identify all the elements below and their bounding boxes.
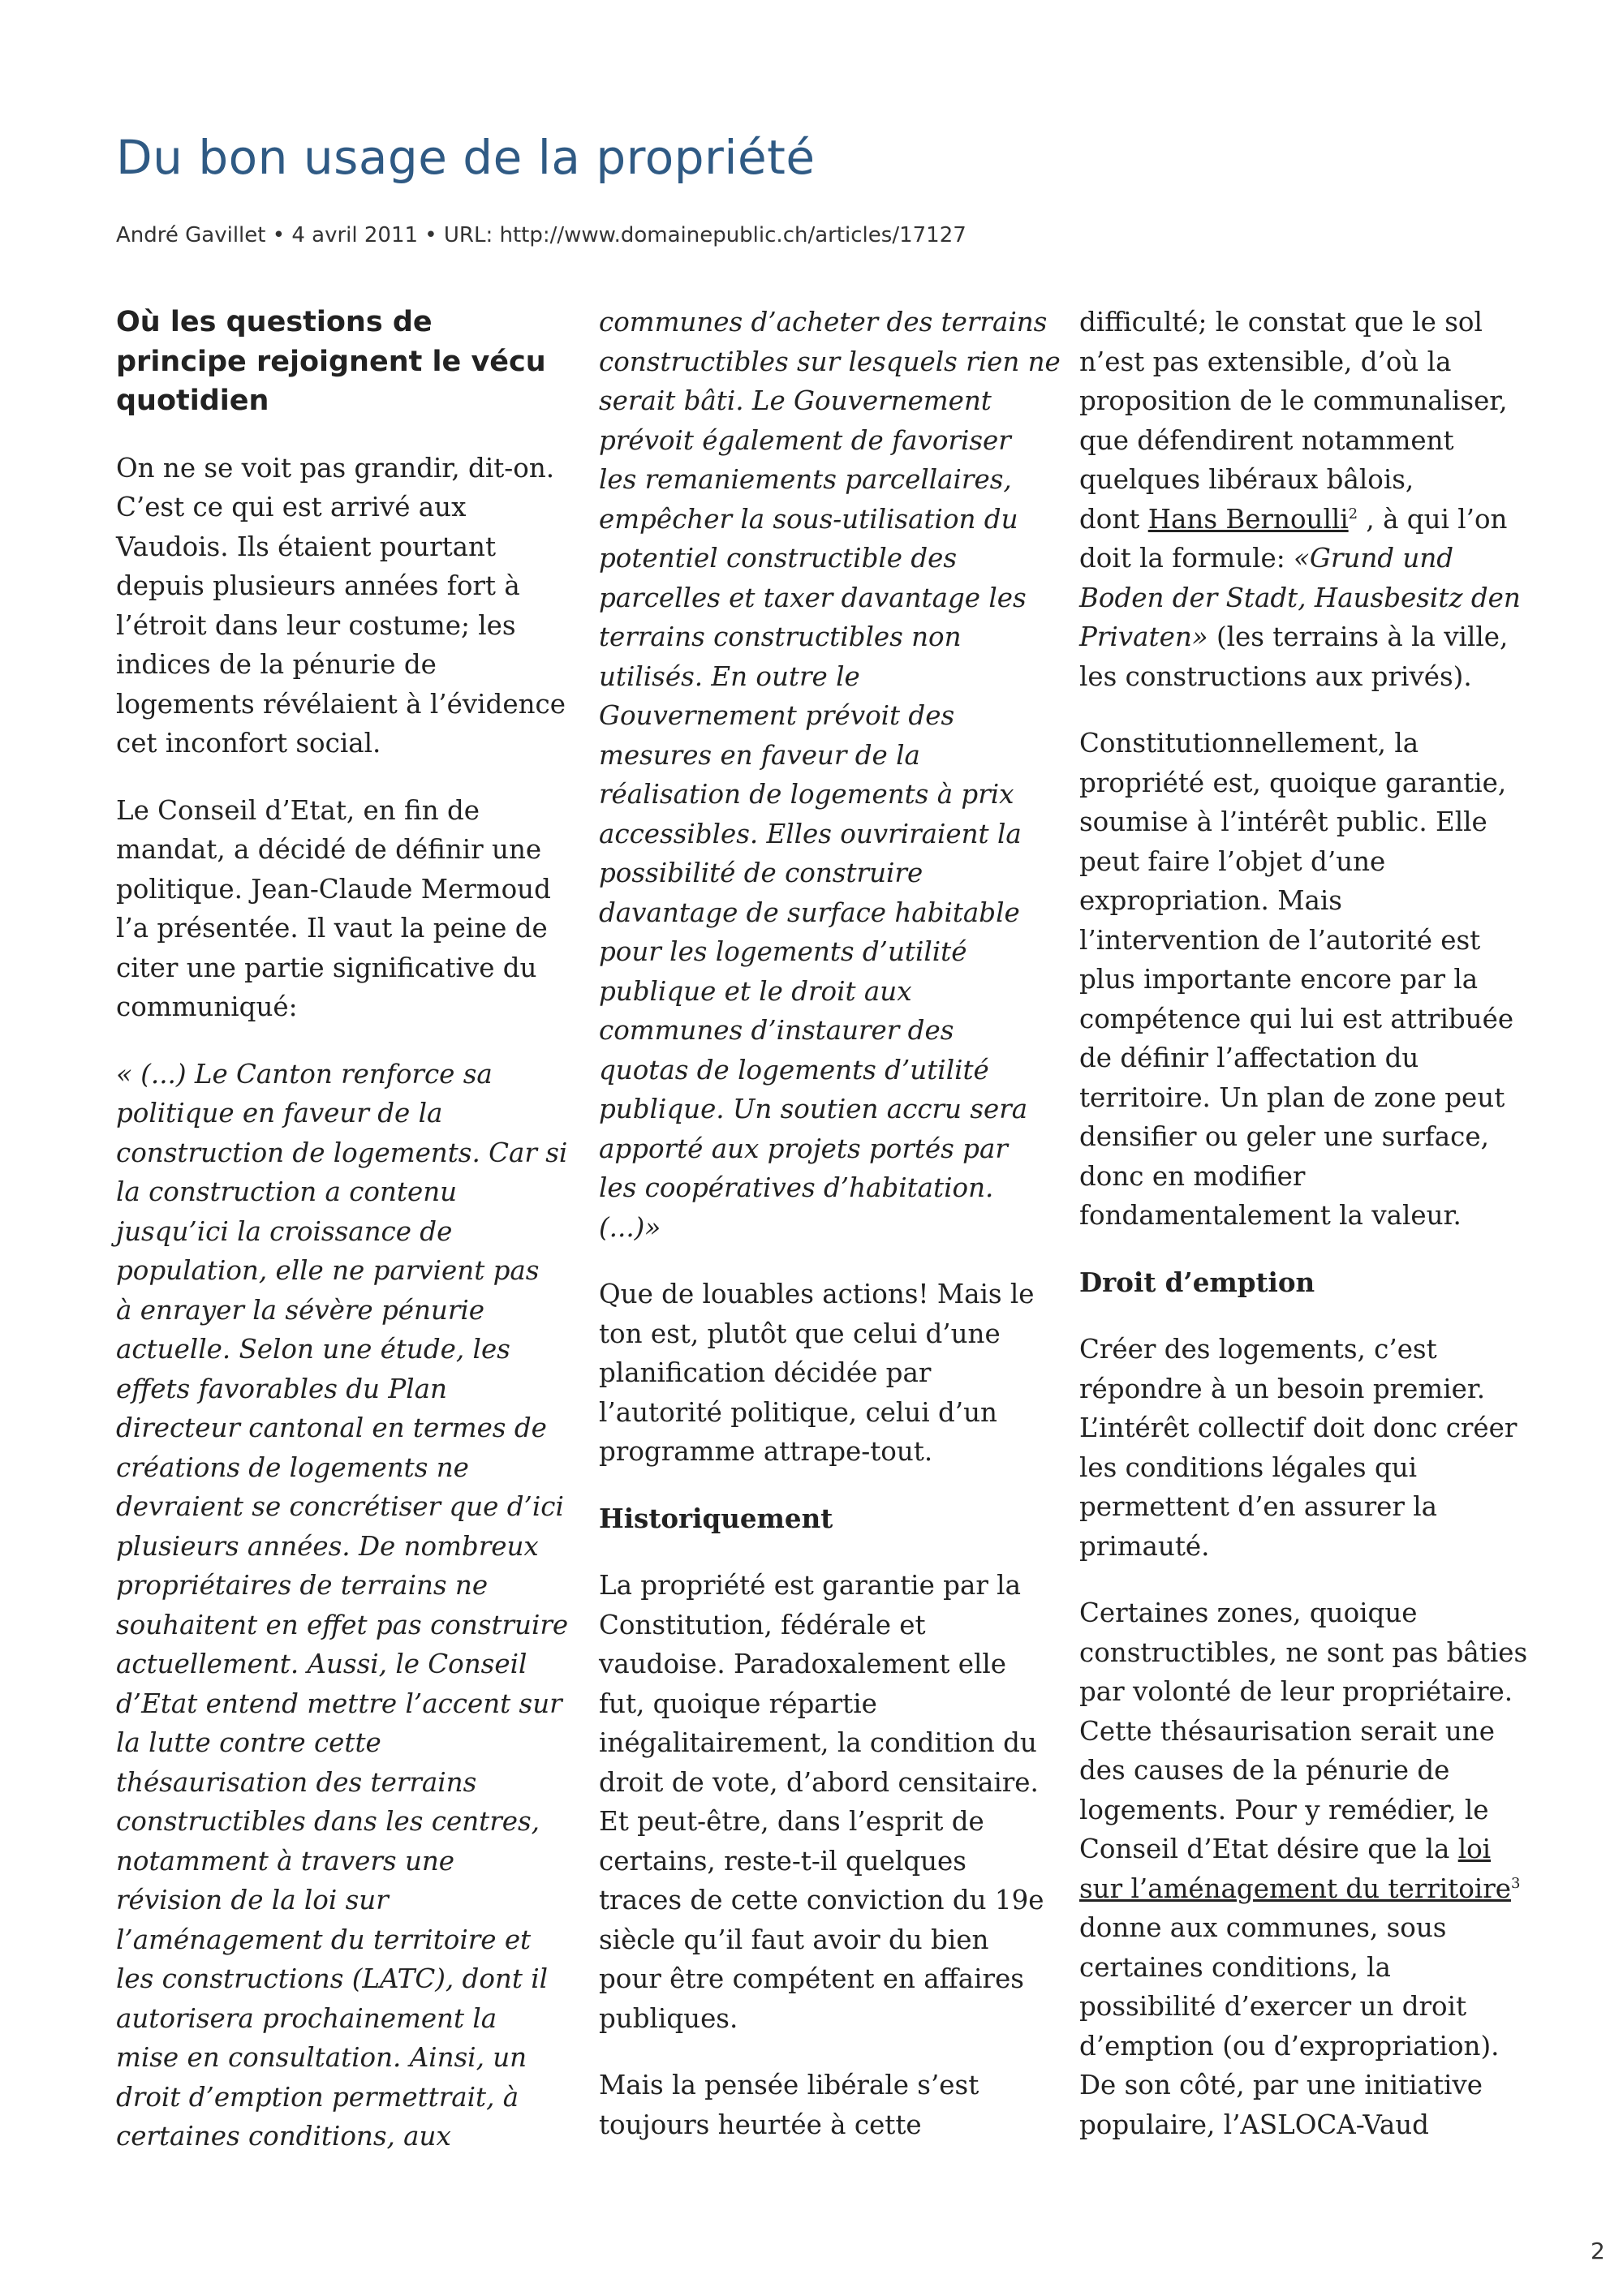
text: les constructions aux privés). — [1079, 660, 1472, 692]
text-line: Et peut-être, dans l’esprit de — [599, 1806, 984, 1837]
text-line: plus importante encore par la — [1079, 964, 1479, 995]
text-line: territoire. Un plan de zone peut — [1079, 1081, 1505, 1113]
text-line: logements révélaient à l’évidence — [116, 688, 566, 720]
text-line: par volonté de leur propriétaire. — [1079, 1676, 1513, 1707]
text-line: autorisera prochainement la — [116, 2002, 497, 2034]
text-line: proposition de le communaliser, — [1079, 385, 1508, 416]
text-line: Mais la pensée libérale s’est — [599, 2070, 979, 2100]
text-line: C’est ce qui est arrivé aux — [116, 492, 467, 522]
quote-block — [116, 1055, 569, 2156]
text-line: propriété est, quoique garantie, — [1079, 767, 1507, 798]
text-line: mandat, a décidé de définir une — [116, 834, 542, 865]
text-line: constructibles dans les centres, — [116, 1806, 540, 1837]
loi-amenagement-link[interactable]: sur l’aménagement du territoire — [1079, 1872, 1511, 1904]
column-2 — [599, 303, 1061, 2172]
text-line: l’a présentée. Il vaut la peine de — [116, 913, 548, 944]
text-line: Vaudois. Ils étaient pourtant — [116, 531, 497, 562]
paragraph — [1079, 1593, 1530, 2144]
text: dont — [1079, 503, 1148, 535]
text-line: constructibles sur lesquels rien ne — [599, 346, 1061, 377]
text-line: actuelle. Selon une étude, les — [116, 1334, 510, 1365]
text-line: l’intervention de l’autorité est — [1079, 924, 1481, 956]
text-line: soumise à l’intérêt public. Elle — [1079, 806, 1487, 837]
section-heading-droit-emption: Droit d’emption — [1079, 1266, 1315, 1298]
text-line: permettent d’en assurer la — [1079, 1491, 1438, 1522]
text-line: donne aux communes, sous — [1079, 1912, 1447, 1943]
text-line: certaines conditions, aux — [116, 2121, 451, 2152]
text: (les terrains à la ville, — [1208, 621, 1509, 652]
text-line: traces de cette conviction du 19e — [599, 1885, 1044, 1915]
text-line: prévoit également de favoriser — [599, 424, 1011, 456]
text-line: pour être compétent en affaires — [599, 1963, 1024, 1994]
text-line: créations de logements ne — [116, 1451, 469, 1483]
section-heading-historiquement: Historiquement — [599, 1502, 833, 1534]
text-line: Le Conseil d’Etat, en fin de — [116, 794, 480, 826]
quote-block — [599, 303, 1061, 1247]
loi-amenagement-link[interactable]: loi — [1457, 1834, 1492, 1864]
text-line: inégalitairement, la condition du — [599, 1727, 1037, 1758]
text-line: certains, reste-t-il quelques — [599, 1845, 966, 1877]
text-line: compétence qui lui est attribuée — [1079, 1003, 1514, 1034]
text-line: densifier ou geler une surface, — [1079, 1121, 1489, 1152]
text-line: communes d’instaurer des — [599, 1015, 954, 1046]
text-line: primauté. — [1079, 1530, 1210, 1562]
text-line: possibilité de construire — [599, 858, 923, 888]
text-line: vaudoise. Paradoxalement elle — [599, 1649, 1007, 1679]
text-line: indices de la pénurie de — [116, 649, 437, 680]
text-line: serait bâti. Le Gouvernement — [599, 385, 992, 416]
article-byline: André Gavillet • 4 avril 2011 • URL: http://www.domainepublic.ch/articles/17127 — [116, 223, 966, 247]
text-line: siècle qu’il faut avoir du bien — [599, 1924, 989, 1955]
text-line: L’intérêt collectif doit donc créer — [1079, 1412, 1518, 1443]
text-line: ton est, plutôt que celui d’une — [599, 1318, 1001, 1349]
text-line: de définir l’affectation du — [1079, 1043, 1419, 1073]
text-line: terrains constructibles non — [599, 621, 962, 652]
text-line: communiqué: — [116, 991, 298, 1022]
text-line: pour les logements d’utilité — [599, 936, 967, 967]
text-line: accessibles. Elles ouvriraient la — [599, 818, 1022, 849]
text-line: publique. Un soutien accru sera — [599, 1094, 1028, 1124]
text-line: La propriété est garantie par la — [599, 1570, 1021, 1601]
text-line: difficulté; le constat que le sol — [1079, 307, 1483, 338]
text-line: notamment à travers une — [116, 1845, 455, 1877]
text-line: populaire, l’ASLOCA-Vaud — [1079, 2109, 1429, 2140]
text-line: la lutte contre cette — [116, 1727, 381, 1758]
text-line: On ne se voit pas grandir, dit-on. — [116, 452, 555, 484]
paragraph — [1079, 724, 1530, 1236]
text-line: construction de logements. Car si — [116, 1137, 568, 1168]
text-line: mise en consultation. Ainsi, un — [116, 2042, 527, 2073]
text-line: fut, quoique répartie — [599, 1688, 877, 1719]
text-line: politique en faveur de la — [116, 1098, 443, 1129]
text-line: expropriation. Mais — [1079, 885, 1342, 916]
text-line: Cette thésaurisation serait une — [1079, 1715, 1495, 1747]
hans-bernoulli-link[interactable]: Hans Bernoulli — [1147, 503, 1349, 535]
text-line: d’emption (ou d’expropriation). — [1079, 2030, 1500, 2062]
text: , à qui l’on — [1358, 503, 1508, 535]
text-line: répondre à un besoin premier. — [1079, 1373, 1486, 1404]
text-line: empêcher la sous-utilisation du — [599, 503, 1018, 535]
text-line: propriétaires de terrains ne — [116, 1570, 489, 1601]
text-line: fondamentalement la valeur. — [1079, 1200, 1462, 1231]
text-line: quelques libéraux bâlois, — [1079, 464, 1414, 495]
text-line: directeur cantonal en termes de — [116, 1412, 547, 1443]
footnote-marker: 2 — [1348, 505, 1358, 522]
text-line: donc en modifier — [1079, 1160, 1306, 1192]
text-line: Certaines zones, quoique — [1079, 1597, 1418, 1628]
text-line: Où les questions de — [116, 306, 433, 338]
text-line: (...)» — [599, 1211, 661, 1243]
text-line: droit d’emption permettrait, à — [116, 2081, 519, 2113]
text-line: des causes de la pénurie de — [1079, 1755, 1450, 1786]
text-line: population, elle ne parvient pas — [116, 1255, 540, 1286]
text-line: quotidien — [116, 385, 269, 417]
column-1 — [116, 303, 569, 2184]
footnote-marker: 3 — [1510, 1874, 1521, 1892]
text-line: depuis plusieurs années fort à — [116, 570, 520, 601]
text-line: les remaniements parcellaires, — [599, 464, 1012, 495]
text-line: Constitution, fédérale et — [599, 1609, 926, 1640]
paragraph — [116, 791, 566, 1027]
text-line: principe rejoignent le vécu — [116, 345, 546, 378]
text-line: thésaurisation des terrains — [116, 1766, 477, 1798]
text-line: révision de la loi sur — [116, 1885, 389, 1915]
quote-text: Boden der Stadt, Hausbesitz den — [1079, 582, 1521, 613]
text-line: parcelles et taxer davantage les — [599, 582, 1027, 613]
text-line: l’aménagement du territoire et — [116, 1924, 532, 1955]
text-line: cet inconfort social. — [116, 728, 381, 759]
text: doit la formule: — [1079, 543, 1294, 574]
text-line: possibilité d’exercer un droit — [1079, 1991, 1467, 2022]
text-line: De son côté, par une initiative — [1079, 2070, 1483, 2100]
text-line: n’est pas extensible, d’où la — [1079, 346, 1452, 377]
paragraph — [116, 449, 566, 763]
text-line: réalisation de logements à prix — [599, 779, 1014, 810]
text: Conseil d’Etat désire que la — [1079, 1834, 1458, 1864]
text-line: apporté aux projets portés par — [599, 1133, 1008, 1164]
text-line: citer une partie significative du — [116, 952, 537, 983]
text-line: les conditions légales qui — [1079, 1451, 1418, 1483]
text-line: droit de vote, d’abord censitaire. — [599, 1766, 1039, 1798]
paragraph — [599, 1275, 1049, 1472]
text-line: Gouvernement prévoit des — [599, 700, 955, 731]
text-line: toujours heurtée à cette — [599, 2109, 922, 2140]
text-line: à enrayer la sévère pénurie — [116, 1294, 485, 1326]
text-line: publique et le droit aux — [599, 975, 912, 1007]
text-line: effets favorables du Plan — [116, 1373, 447, 1404]
text-line: l’autorité politique, celui d’un — [599, 1396, 997, 1428]
text-line: Que de louables actions! Mais le — [599, 1279, 1035, 1309]
text-line: planification décidée par — [599, 1357, 932, 1388]
text-line: « (...) Le Canton renforce sa — [116, 1058, 493, 1090]
text-line: plusieurs années. De nombreux — [116, 1530, 539, 1562]
text-line: logements. Pour y remédier, le — [1079, 1794, 1489, 1825]
paragraph — [1079, 303, 1530, 696]
quote-text: Privaten» — [1079, 621, 1208, 652]
paragraph — [1079, 1330, 1530, 1566]
text-line: que défendirent notamment — [1079, 424, 1454, 456]
text-line: mesures en faveur de la — [599, 739, 920, 771]
text-line: les coopératives d’habitation. — [599, 1172, 994, 1203]
paragraph — [599, 2066, 1049, 2144]
text-line: les constructions (LATC), dont il — [116, 1963, 549, 1994]
text-line: publiques. — [599, 2002, 738, 2034]
column-3 — [1079, 303, 1530, 2172]
text-line: communes d’acheter des terrains — [599, 307, 1048, 338]
text-line: actuellement. Aussi, le Conseil — [116, 1649, 527, 1679]
text-line: d’Etat entend mettre l’accent sur — [116, 1688, 562, 1719]
text-line: la construction a contenu — [116, 1176, 458, 1207]
text-line: davantage de surface habitable — [599, 896, 1020, 928]
text-line: devraient se concrétiser que d’ici — [116, 1491, 564, 1522]
text-line: l’étroit dans leur costume; les — [116, 609, 516, 641]
text-line: politique. Jean-Claude Mermoud — [116, 873, 551, 905]
text-line: quotas de logements d’utilité — [599, 1054, 989, 1086]
section-heading-principe — [116, 303, 566, 421]
text-line: certaines conditions, la — [1079, 1951, 1391, 1983]
quote-text: «Grund und — [1294, 543, 1454, 574]
text-line: potentiel constructible des — [599, 543, 958, 574]
text-line: souhaitent en effet pas construire — [116, 1609, 569, 1640]
text-line: jusqu’ici la croissance de — [116, 1215, 453, 1247]
text-line: Constitutionnellement, la — [1079, 728, 1419, 759]
page-number: 2 — [1591, 2238, 1605, 2264]
text-line: peut faire l’objet d’une — [1079, 845, 1386, 877]
text-line: constructibles, ne sont pas bâties — [1079, 1636, 1528, 1668]
text-line: programme attrape-tout. — [599, 1436, 933, 1467]
text-line: utilisés. En outre le — [599, 660, 860, 692]
paragraph — [599, 1566, 1049, 2038]
text-line: Créer des logements, c’est — [1079, 1334, 1437, 1365]
article-title: Du bon usage de la propriété — [116, 130, 816, 185]
